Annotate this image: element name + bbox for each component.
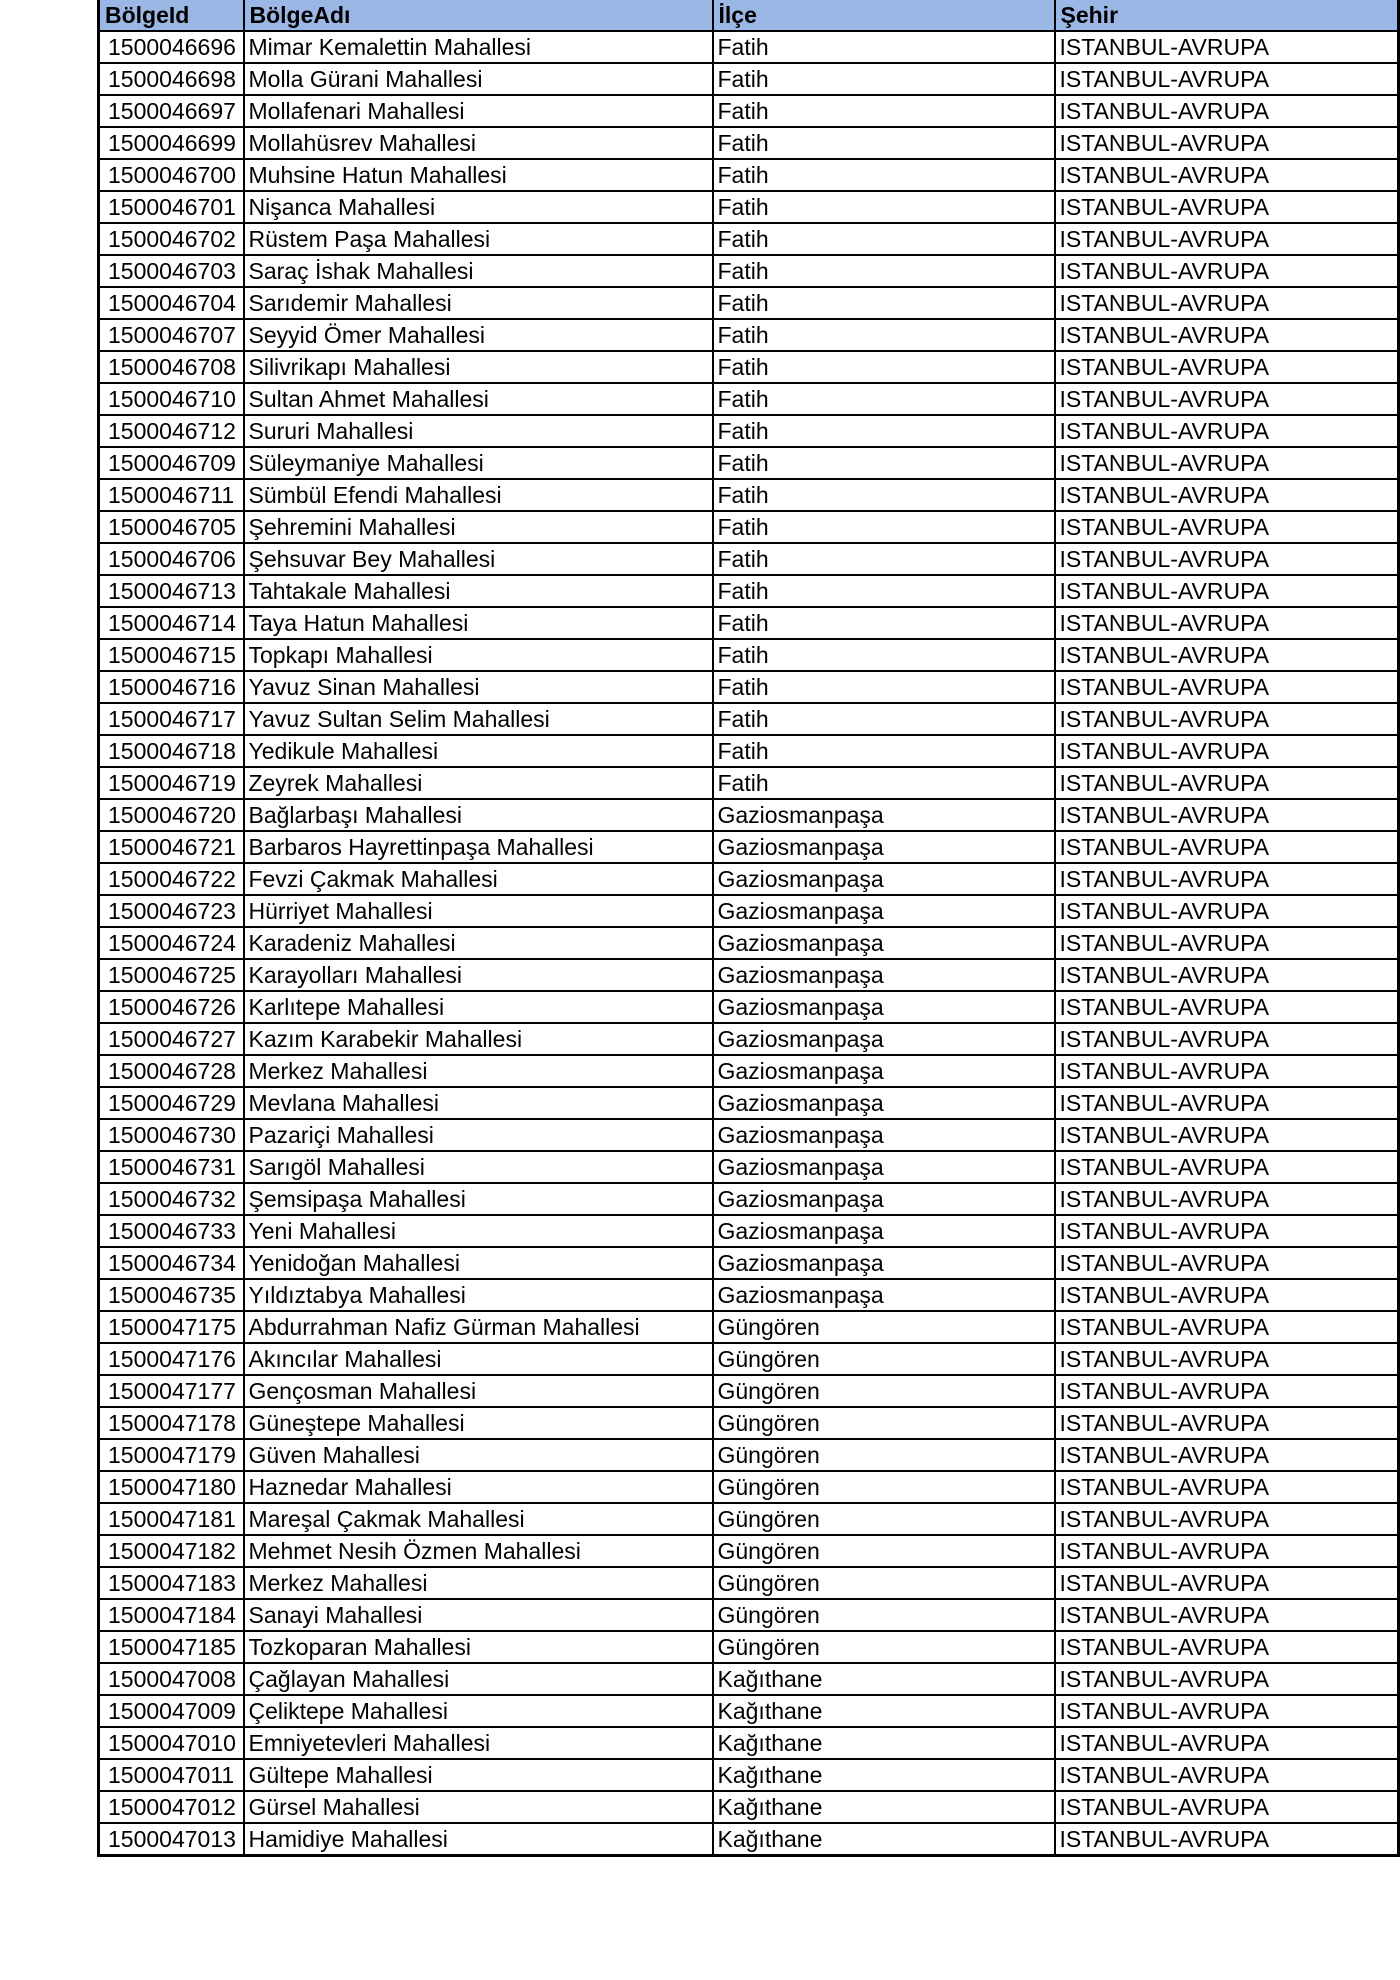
sehir-cell: ISTANBUL-AVRUPA (1055, 1183, 1399, 1215)
bolge-id-cell: 1500046713 (99, 575, 244, 607)
table-row (99, 351, 1399, 383)
ilce-cell: Fatih (713, 767, 1055, 799)
sehir-cell: ISTANBUL-AVRUPA (1055, 415, 1399, 447)
table-row (99, 1151, 1399, 1183)
ilce-cell: Gaziosmanpaşa (713, 991, 1055, 1023)
table-row (99, 1599, 1399, 1631)
sehir-cell: ISTANBUL-AVRUPA (1055, 991, 1399, 1023)
sehir-cell: ISTANBUL-AVRUPA (1055, 1343, 1399, 1375)
table-row (99, 319, 1399, 351)
table-row (99, 1407, 1399, 1439)
sehir-cell: ISTANBUL-AVRUPA (1055, 223, 1399, 255)
bolge-id-cell: 1500047008 (99, 1663, 244, 1695)
table-row (99, 575, 1399, 607)
bolge-id-cell: 1500047176 (99, 1343, 244, 1375)
ilce-cell: Fatih (713, 319, 1055, 351)
ilce-cell: Gaziosmanpaşa (713, 1183, 1055, 1215)
ilce-cell: Güngören (713, 1439, 1055, 1471)
bolge-id-cell: 1500047011 (99, 1759, 244, 1791)
sehir-cell: ISTANBUL-AVRUPA (1055, 1023, 1399, 1055)
table-row (99, 1791, 1399, 1823)
ilce-cell: Güngören (713, 1343, 1055, 1375)
bolge-adi-cell: Güneştepe Mahallesi (244, 1407, 713, 1439)
table-row (99, 447, 1399, 479)
bolge-adi-cell: Çeliktepe Mahallesi (244, 1695, 713, 1727)
table-body (99, 31, 1399, 1856)
ilce-cell: Gaziosmanpaşa (713, 959, 1055, 991)
bolge-adi-cell: Emniyetevleri Mahallesi (244, 1727, 713, 1759)
sehir-cell: ISTANBUL-AVRUPA (1055, 1375, 1399, 1407)
table-row (99, 1343, 1399, 1375)
bolge-adi-cell: Sümbül Efendi Mahallesi (244, 479, 713, 511)
sehir-cell: ISTANBUL-AVRUPA (1055, 1503, 1399, 1535)
bolge-adi-cell: Yıldıztabya Mahallesi (244, 1279, 713, 1311)
bolge-adi-cell: Barbaros Hayrettinpaşa Mahallesi (244, 831, 713, 863)
sehir-cell: ISTANBUL-AVRUPA (1055, 287, 1399, 319)
sehir-cell: ISTANBUL-AVRUPA (1055, 543, 1399, 575)
ilce-cell: Gaziosmanpaşa (713, 1247, 1055, 1279)
sehir-cell: ISTANBUL-AVRUPA (1055, 511, 1399, 543)
table-row (99, 1247, 1399, 1279)
bolge-adi-cell: Şehsuvar Bey Mahallesi (244, 543, 713, 575)
table-row (99, 1055, 1399, 1087)
bolge-adi-cell: Hürriyet Mahallesi (244, 895, 713, 927)
bolge-adi-cell: Yeni Mahallesi (244, 1215, 713, 1247)
bolge-adi-cell: Molla Gürani Mahallesi (244, 63, 713, 95)
table-row (99, 287, 1399, 319)
bolge-id-cell: 1500046729 (99, 1087, 244, 1119)
ilce-cell: Fatih (713, 223, 1055, 255)
ilce-cell: Gaziosmanpaşa (713, 1151, 1055, 1183)
ilce-cell: Güngören (713, 1631, 1055, 1663)
bolge-adi-cell: Mehmet Nesih Özmen Mahallesi (244, 1535, 713, 1567)
bolge-id-cell: 1500046725 (99, 959, 244, 991)
sehir-cell: ISTANBUL-AVRUPA (1055, 1791, 1399, 1823)
bolge-adi-cell: Yedikule Mahallesi (244, 735, 713, 767)
bolge-adi-cell: Tahtakale Mahallesi (244, 575, 713, 607)
bolge-adi-cell: Merkez Mahallesi (244, 1567, 713, 1599)
sehir-cell: ISTANBUL-AVRUPA (1055, 383, 1399, 415)
bolge-adi-cell: Sururi Mahallesi (244, 415, 713, 447)
ilce-cell: Güngören (713, 1407, 1055, 1439)
sehir-cell: ISTANBUL-AVRUPA (1055, 1151, 1399, 1183)
bolge-id-cell: 1500046721 (99, 831, 244, 863)
ilce-cell: Fatih (713, 575, 1055, 607)
table-row (99, 1727, 1399, 1759)
bolge-id-cell: 1500046732 (99, 1183, 244, 1215)
data-table (97, 0, 1400, 1857)
table-row (99, 1503, 1399, 1535)
bolge-id-cell: 1500046717 (99, 703, 244, 735)
sehir-cell: ISTANBUL-AVRUPA (1055, 1279, 1399, 1311)
header-bolge-id: BölgeId (99, 0, 244, 31)
sehir-cell: ISTANBUL-AVRUPA (1055, 1119, 1399, 1151)
sehir-cell: ISTANBUL-AVRUPA (1055, 479, 1399, 511)
bolge-adi-cell: Merkez Mahallesi (244, 1055, 713, 1087)
ilce-cell: Kağıthane (713, 1695, 1055, 1727)
table-row (99, 1663, 1399, 1695)
bolge-id-cell: 1500046723 (99, 895, 244, 927)
ilce-cell: Fatih (713, 607, 1055, 639)
bolge-id-cell: 1500047180 (99, 1471, 244, 1503)
table-row (99, 1087, 1399, 1119)
bolge-id-cell: 1500047009 (99, 1695, 244, 1727)
bolge-adi-cell: Hamidiye Mahallesi (244, 1823, 713, 1856)
table-row (99, 831, 1399, 863)
ilce-cell: Gaziosmanpaşa (713, 831, 1055, 863)
ilce-cell: Güngören (713, 1535, 1055, 1567)
table-row (99, 1215, 1399, 1247)
table-row (99, 639, 1399, 671)
sehir-cell: ISTANBUL-AVRUPA (1055, 1247, 1399, 1279)
bolge-id-cell: 1500047178 (99, 1407, 244, 1439)
bolge-id-cell: 1500046702 (99, 223, 244, 255)
sehir-cell: ISTANBUL-AVRUPA (1055, 959, 1399, 991)
bolge-adi-cell: Bağlarbaşı Mahallesi (244, 799, 713, 831)
bolge-id-cell: 1500046730 (99, 1119, 244, 1151)
bolge-adi-cell: Sarıdemir Mahallesi (244, 287, 713, 319)
bolge-id-cell: 1500046734 (99, 1247, 244, 1279)
table-row (99, 1183, 1399, 1215)
ilce-cell: Gaziosmanpaşa (713, 927, 1055, 959)
ilce-cell: Fatih (713, 479, 1055, 511)
table-row (99, 991, 1399, 1023)
sehir-cell: ISTANBUL-AVRUPA (1055, 1599, 1399, 1631)
sehir-cell: ISTANBUL-AVRUPA (1055, 1311, 1399, 1343)
sehir-cell: ISTANBUL-AVRUPA (1055, 1535, 1399, 1567)
table-row (99, 1471, 1399, 1503)
ilce-cell: Fatih (713, 95, 1055, 127)
header-ilce: İlçe (713, 0, 1055, 31)
table-row (99, 927, 1399, 959)
sehir-cell: ISTANBUL-AVRUPA (1055, 255, 1399, 287)
sehir-cell: ISTANBUL-AVRUPA (1055, 1823, 1399, 1856)
bolge-adi-cell: Sultan Ahmet Mahallesi (244, 383, 713, 415)
bolge-adi-cell: Şehremini Mahallesi (244, 511, 713, 543)
bolge-adi-cell: Kazım Karabekir Mahallesi (244, 1023, 713, 1055)
table-row (99, 383, 1399, 415)
sehir-cell: ISTANBUL-AVRUPA (1055, 831, 1399, 863)
sehir-cell: ISTANBUL-AVRUPA (1055, 95, 1399, 127)
ilce-cell: Kağıthane (713, 1823, 1055, 1856)
ilce-cell: Fatih (713, 671, 1055, 703)
bolge-adi-cell: Akıncılar Mahallesi (244, 1343, 713, 1375)
table-row (99, 63, 1399, 95)
bolge-id-cell: 1500047010 (99, 1727, 244, 1759)
ilce-cell: Gaziosmanpaşa (713, 1279, 1055, 1311)
bolge-id-cell: 1500046726 (99, 991, 244, 1023)
ilce-cell: Fatih (713, 191, 1055, 223)
sehir-cell: ISTANBUL-AVRUPA (1055, 1695, 1399, 1727)
bolge-id-cell: 1500046718 (99, 735, 244, 767)
table-row (99, 703, 1399, 735)
table-row (99, 31, 1399, 63)
bolge-id-cell: 1500046728 (99, 1055, 244, 1087)
bolge-id-cell: 1500046724 (99, 927, 244, 959)
ilce-cell: Fatih (713, 127, 1055, 159)
bolge-id-cell: 1500047184 (99, 1599, 244, 1631)
header-row (99, 0, 1399, 31)
bolge-adi-cell: Saraç İshak Mahallesi (244, 255, 713, 287)
bolge-id-cell: 1500046705 (99, 511, 244, 543)
table-row (99, 511, 1399, 543)
bolge-id-cell: 1500047182 (99, 1535, 244, 1567)
ilce-cell: Fatih (713, 639, 1055, 671)
ilce-cell: Kağıthane (713, 1791, 1055, 1823)
sehir-cell: ISTANBUL-AVRUPA (1055, 31, 1399, 63)
sehir-cell: ISTANBUL-AVRUPA (1055, 1215, 1399, 1247)
sehir-cell: ISTANBUL-AVRUPA (1055, 1055, 1399, 1087)
sehir-cell: ISTANBUL-AVRUPA (1055, 767, 1399, 799)
sehir-cell: ISTANBUL-AVRUPA (1055, 863, 1399, 895)
sehir-cell: ISTANBUL-AVRUPA (1055, 607, 1399, 639)
bolge-id-cell: 1500046727 (99, 1023, 244, 1055)
ilce-cell: Güngören (713, 1567, 1055, 1599)
ilce-cell: Gaziosmanpaşa (713, 1023, 1055, 1055)
table-row (99, 735, 1399, 767)
ilce-cell: Gaziosmanpaşa (713, 1119, 1055, 1151)
ilce-cell: Güngören (713, 1471, 1055, 1503)
table-row (99, 223, 1399, 255)
ilce-cell: Fatih (713, 287, 1055, 319)
sehir-cell: ISTANBUL-AVRUPA (1055, 735, 1399, 767)
bolge-adi-cell: Mollahüsrev Mahallesi (244, 127, 713, 159)
ilce-cell: Güngören (713, 1599, 1055, 1631)
sehir-cell: ISTANBUL-AVRUPA (1055, 895, 1399, 927)
bolge-id-cell: 1500046697 (99, 95, 244, 127)
bolge-id-cell: 1500046707 (99, 319, 244, 351)
ilce-cell: Gaziosmanpaşa (713, 1055, 1055, 1087)
ilce-cell: Gaziosmanpaşa (713, 895, 1055, 927)
table-row (99, 959, 1399, 991)
bolge-id-cell: 1500046720 (99, 799, 244, 831)
table-row (99, 415, 1399, 447)
bolge-adi-cell: Yavuz Sultan Selim Mahallesi (244, 703, 713, 735)
ilce-cell: Gaziosmanpaşa (713, 1215, 1055, 1247)
bolge-id-cell: 1500046706 (99, 543, 244, 575)
bolge-id-cell: 1500046722 (99, 863, 244, 895)
bolge-id-cell: 1500047183 (99, 1567, 244, 1599)
ilce-cell: Fatih (713, 63, 1055, 95)
ilce-cell: Güngören (713, 1503, 1055, 1535)
bolge-id-cell: 1500047175 (99, 1311, 244, 1343)
table-row (99, 1759, 1399, 1791)
bolge-adi-cell: Mimar Kemalettin Mahallesi (244, 31, 713, 63)
ilce-cell: Fatih (713, 703, 1055, 735)
bolge-id-cell: 1500046715 (99, 639, 244, 671)
bolge-adi-cell: Silivrikapı Mahallesi (244, 351, 713, 383)
table-row (99, 1023, 1399, 1055)
sehir-cell: ISTANBUL-AVRUPA (1055, 575, 1399, 607)
bolge-id-cell: 1500046712 (99, 415, 244, 447)
bolge-id-cell: 1500046714 (99, 607, 244, 639)
ilce-cell: Gaziosmanpaşa (713, 799, 1055, 831)
bolge-adi-cell: Tozkoparan Mahallesi (244, 1631, 713, 1663)
bolge-id-cell: 1500046716 (99, 671, 244, 703)
bolge-adi-cell: Yenidoğan Mahallesi (244, 1247, 713, 1279)
bolge-id-cell: 1500047177 (99, 1375, 244, 1407)
bolge-adi-cell: Fevzi Çakmak Mahallesi (244, 863, 713, 895)
bolge-id-cell: 1500046708 (99, 351, 244, 383)
bolge-adi-cell: Rüstem Paşa Mahallesi (244, 223, 713, 255)
ilce-cell: Fatih (713, 31, 1055, 63)
sehir-cell: ISTANBUL-AVRUPA (1055, 703, 1399, 735)
bolge-adi-cell: Şemsipaşa Mahallesi (244, 1183, 713, 1215)
bolge-adi-cell: Karayolları Mahallesi (244, 959, 713, 991)
sehir-cell: ISTANBUL-AVRUPA (1055, 127, 1399, 159)
sehir-cell: ISTANBUL-AVRUPA (1055, 1759, 1399, 1791)
ilce-cell: Fatih (713, 511, 1055, 543)
bolge-id-cell: 1500047013 (99, 1823, 244, 1856)
bolge-id-cell: 1500047012 (99, 1791, 244, 1823)
sehir-cell: ISTANBUL-AVRUPA (1055, 671, 1399, 703)
sehir-cell: ISTANBUL-AVRUPA (1055, 799, 1399, 831)
sehir-cell: ISTANBUL-AVRUPA (1055, 639, 1399, 671)
table-row (99, 767, 1399, 799)
ilce-cell: Fatih (713, 447, 1055, 479)
bolge-id-cell: 1500046703 (99, 255, 244, 287)
table-row (99, 159, 1399, 191)
bolge-id-cell: 1500047185 (99, 1631, 244, 1663)
table-row (99, 543, 1399, 575)
table-row (99, 895, 1399, 927)
header-bolge-adi: BölgeAdı (244, 0, 713, 31)
table-row (99, 607, 1399, 639)
table-row (99, 1375, 1399, 1407)
table-row (99, 1535, 1399, 1567)
bolge-id-cell: 1500046710 (99, 383, 244, 415)
bolge-id-cell: 1500046719 (99, 767, 244, 799)
bolge-adi-cell: Mareşal Çakmak Mahallesi (244, 1503, 713, 1535)
bolge-adi-cell: Mollafenari Mahallesi (244, 95, 713, 127)
ilce-cell: Fatih (713, 415, 1055, 447)
sehir-cell: ISTANBUL-AVRUPA (1055, 1727, 1399, 1759)
ilce-cell: Güngören (713, 1311, 1055, 1343)
ilce-cell: Fatih (713, 543, 1055, 575)
bolge-id-cell: 1500046696 (99, 31, 244, 63)
bolge-adi-cell: Süleymaniye Mahallesi (244, 447, 713, 479)
bolge-id-cell: 1500046735 (99, 1279, 244, 1311)
sehir-cell: ISTANBUL-AVRUPA (1055, 63, 1399, 95)
bolge-id-cell: 1500046704 (99, 287, 244, 319)
sehir-cell: ISTANBUL-AVRUPA (1055, 159, 1399, 191)
table-row (99, 1695, 1399, 1727)
sehir-cell: ISTANBUL-AVRUPA (1055, 1663, 1399, 1695)
bolge-id-cell: 1500046709 (99, 447, 244, 479)
bolge-adi-cell: Güven Mahallesi (244, 1439, 713, 1471)
table-row (99, 1119, 1399, 1151)
ilce-cell: Fatih (713, 383, 1055, 415)
header-sehir: Şehir (1055, 0, 1399, 31)
sehir-cell: ISTANBUL-AVRUPA (1055, 191, 1399, 223)
ilce-cell: Fatih (713, 351, 1055, 383)
bolge-adi-cell: Çağlayan Mahallesi (244, 1663, 713, 1695)
table-row (99, 479, 1399, 511)
table-row (99, 799, 1399, 831)
bolge-adi-cell: Gençosman Mahallesi (244, 1375, 713, 1407)
sehir-cell: ISTANBUL-AVRUPA (1055, 1407, 1399, 1439)
bolge-adi-cell: Mevlana Mahallesi (244, 1087, 713, 1119)
bolge-id-cell: 1500046711 (99, 479, 244, 511)
sehir-cell: ISTANBUL-AVRUPA (1055, 1631, 1399, 1663)
bolge-adi-cell: Gürsel Mahallesi (244, 1791, 713, 1823)
bolge-adi-cell: Muhsine Hatun Mahallesi (244, 159, 713, 191)
ilce-cell: Güngören (713, 1375, 1055, 1407)
bolge-id-cell: 1500046701 (99, 191, 244, 223)
table-row (99, 255, 1399, 287)
bolge-id-cell: 1500047181 (99, 1503, 244, 1535)
ilce-cell: Fatih (713, 255, 1055, 287)
table-row (99, 1823, 1399, 1856)
ilce-cell: Kağıthane (713, 1727, 1055, 1759)
ilce-cell: Fatih (713, 159, 1055, 191)
bolge-id-cell: 1500046731 (99, 1151, 244, 1183)
ilce-cell: Gaziosmanpaşa (713, 1087, 1055, 1119)
table-row (99, 1311, 1399, 1343)
sehir-cell: ISTANBUL-AVRUPA (1055, 1471, 1399, 1503)
bolge-id-cell: 1500046698 (99, 63, 244, 95)
table-row (99, 127, 1399, 159)
ilce-cell: Kağıthane (713, 1759, 1055, 1791)
table-row (99, 1279, 1399, 1311)
table-row (99, 95, 1399, 127)
ilce-cell: Gaziosmanpaşa (713, 863, 1055, 895)
bolge-adi-cell: Abdurrahman Nafiz Gürman Mahallesi (244, 1311, 713, 1343)
ilce-cell: Kağıthane (713, 1663, 1055, 1695)
sehir-cell: ISTANBUL-AVRUPA (1055, 351, 1399, 383)
sehir-cell: ISTANBUL-AVRUPA (1055, 1087, 1399, 1119)
sehir-cell: ISTANBUL-AVRUPA (1055, 1439, 1399, 1471)
bolge-adi-cell: Haznedar Mahallesi (244, 1471, 713, 1503)
table-row (99, 1631, 1399, 1663)
table-row (99, 1439, 1399, 1471)
table-row (99, 863, 1399, 895)
sehir-cell: ISTANBUL-AVRUPA (1055, 319, 1399, 351)
bolge-id-cell: 1500046733 (99, 1215, 244, 1247)
bolge-adi-cell: Gültepe Mahallesi (244, 1759, 713, 1791)
bolge-id-cell: 1500047179 (99, 1439, 244, 1471)
bolge-adi-cell: Sarıgöl Mahallesi (244, 1151, 713, 1183)
ilce-cell: Fatih (713, 735, 1055, 767)
bolge-adi-cell: Taya Hatun Mahallesi (244, 607, 713, 639)
bolge-adi-cell: Yavuz Sinan Mahallesi (244, 671, 713, 703)
bolge-id-cell: 1500046699 (99, 127, 244, 159)
sehir-cell: ISTANBUL-AVRUPA (1055, 927, 1399, 959)
bolge-id-cell: 1500046700 (99, 159, 244, 191)
bolge-adi-cell: Topkapı Mahallesi (244, 639, 713, 671)
bolge-adi-cell: Zeyrek Mahallesi (244, 767, 713, 799)
table-row (99, 1567, 1399, 1599)
bolge-adi-cell: Nişanca Mahallesi (244, 191, 713, 223)
bolge-adi-cell: Karadeniz Mahallesi (244, 927, 713, 959)
table-row (99, 671, 1399, 703)
bolge-adi-cell: Karlıtepe Mahallesi (244, 991, 713, 1023)
table-row (99, 191, 1399, 223)
bolge-adi-cell: Seyyid Ömer Mahallesi (244, 319, 713, 351)
sehir-cell: ISTANBUL-AVRUPA (1055, 447, 1399, 479)
bolge-adi-cell: Pazariçi Mahallesi (244, 1119, 713, 1151)
sehir-cell: ISTANBUL-AVRUPA (1055, 1567, 1399, 1599)
bolge-adi-cell: Sanayi Mahallesi (244, 1599, 713, 1631)
